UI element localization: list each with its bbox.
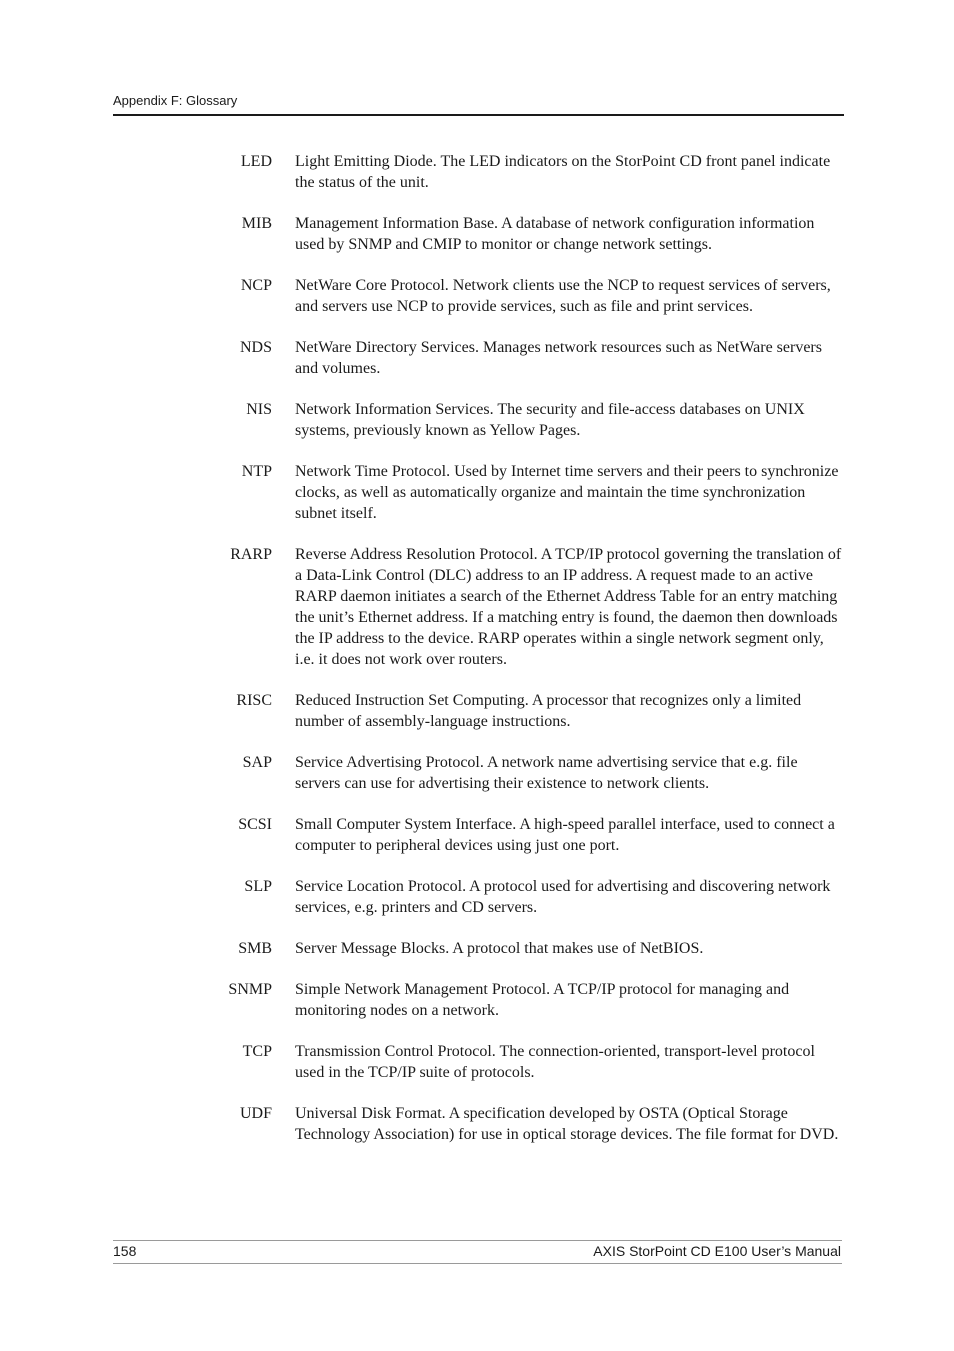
glossary-definition: Universal Disk Format. A specification developed by OSTA (Optical Storage Technology Association) for use in optical storage devices. The file format for DVD.	[295, 1105, 839, 1143]
glossary-entry-snmp	[0, 979, 954, 1021]
glossary-definition: Server Message Blocks. A protocol that makes use of NetBIOS.	[295, 940, 704, 957]
manual-title: AXIS StorPoint CD E100 User’s Manual	[593, 1243, 841, 1259]
glossary-definition: Network Time Protocol. Used by Internet time servers and their peers to synchronize clocks, as well as automatically organize and maintain the time synchronization subnet itself.	[295, 463, 839, 522]
glossary-term: NCP	[240, 277, 272, 294]
glossary-definition: Reduced Instruction Set Computing. A processor that recognizes only a limited number of assembly-language instructions.	[295, 692, 802, 730]
glossary-definition: Transmission Control Protocol. The connection-oriented, transport-level protocol used in the TCP/IP suite of protocols.	[295, 1043, 815, 1081]
glossary-list	[0, 151, 954, 1165]
glossary-definition: NetWare Core Protocol. Network clients use the NCP to request services of servers, and servers use NCP to provide services, such as file and print services.	[295, 277, 831, 315]
running-header: Appendix F: Glossary	[113, 93, 238, 108]
glossary-term: RISC	[236, 692, 272, 709]
glossary-term: SCSI	[238, 816, 272, 833]
glossary-term: NIS	[246, 401, 272, 418]
glossary-definition: Network Information Services. The security and file-access databases on UNIX systems, previously known as Yellow Pages.	[295, 401, 805, 439]
glossary-definition: Small Computer System Interface. A high-speed parallel interface, used to connect a computer to peripheral devices using just one port.	[295, 816, 835, 854]
glossary-term: NTP	[241, 463, 272, 480]
glossary-entry-mib	[0, 213, 954, 255]
page-number: 158	[113, 1243, 137, 1259]
glossary-term: SMB	[238, 940, 272, 957]
glossary-entry-ntp	[0, 461, 954, 524]
glossary-definition: Light Emitting Diode. The LED indicators on the StorPoint CD front panel indicate the status of the unit.	[295, 153, 831, 191]
glossary-entry-nis	[0, 399, 954, 441]
glossary-term: SAP	[242, 754, 272, 771]
glossary-term: TCP	[242, 1043, 272, 1060]
glossary-definition: Service Advertising Protocol. A network name advertising service that e.g. file servers can use for advertising their existence to network clients.	[295, 754, 798, 792]
glossary-entry-slp	[0, 876, 954, 918]
glossary-entry-tcp	[0, 1041, 954, 1083]
glossary-definition: Simple Network Management Protocol. A TCP/IP protocol for managing and monitoring nodes on a network.	[295, 981, 790, 1019]
glossary-term: NDS	[239, 339, 272, 356]
header-rule	[113, 114, 844, 116]
glossary-entry-sap	[0, 752, 954, 794]
glossary-entry-nds	[0, 337, 954, 379]
glossary-entry-ncp	[0, 275, 954, 317]
glossary-term: RARP	[230, 546, 272, 563]
glossary-entry-smb	[0, 938, 954, 959]
glossary-definition: Management Information Base. A database of network configuration information used by SNMP and CMIP to monitor or change network settings.	[295, 215, 815, 253]
glossary-term: MIB	[241, 215, 272, 232]
glossary-term: SNMP	[228, 981, 272, 998]
glossary-definition: Reverse Address Resolution Protocol. A TCP/IP protocol governing the translation of a Data-Link Control (DLC) address to an IP address. A request made to an active RARP daemon initiates a search of the Ethernet Address Table for an entry matching the unit’s Ethernet address. If a matching entry is found, the daemon then downloads the IP address to the device. RARP operates within a single network segment only, i.e. it does not work over routers.	[295, 546, 842, 668]
glossary-entry-scsi	[0, 814, 954, 856]
glossary-definition: Service Location Protocol. A protocol used for advertising and discovering network services, e.g. printers and CD servers.	[295, 878, 831, 916]
footer-rule-bottom	[113, 1263, 842, 1264]
footer-rule-top	[113, 1240, 842, 1241]
glossary-entry-rarp	[0, 544, 954, 670]
glossary-entry-udf	[0, 1103, 954, 1145]
glossary-definition: NetWare Directory Services. Manages network resources such as NetWare servers and volumes.	[295, 339, 822, 377]
glossary-term: UDF	[239, 1105, 272, 1122]
glossary-term: SLP	[244, 878, 272, 895]
glossary-entry-led	[0, 151, 954, 193]
glossary-entry-risc	[0, 690, 954, 732]
glossary-term: LED	[240, 153, 272, 170]
